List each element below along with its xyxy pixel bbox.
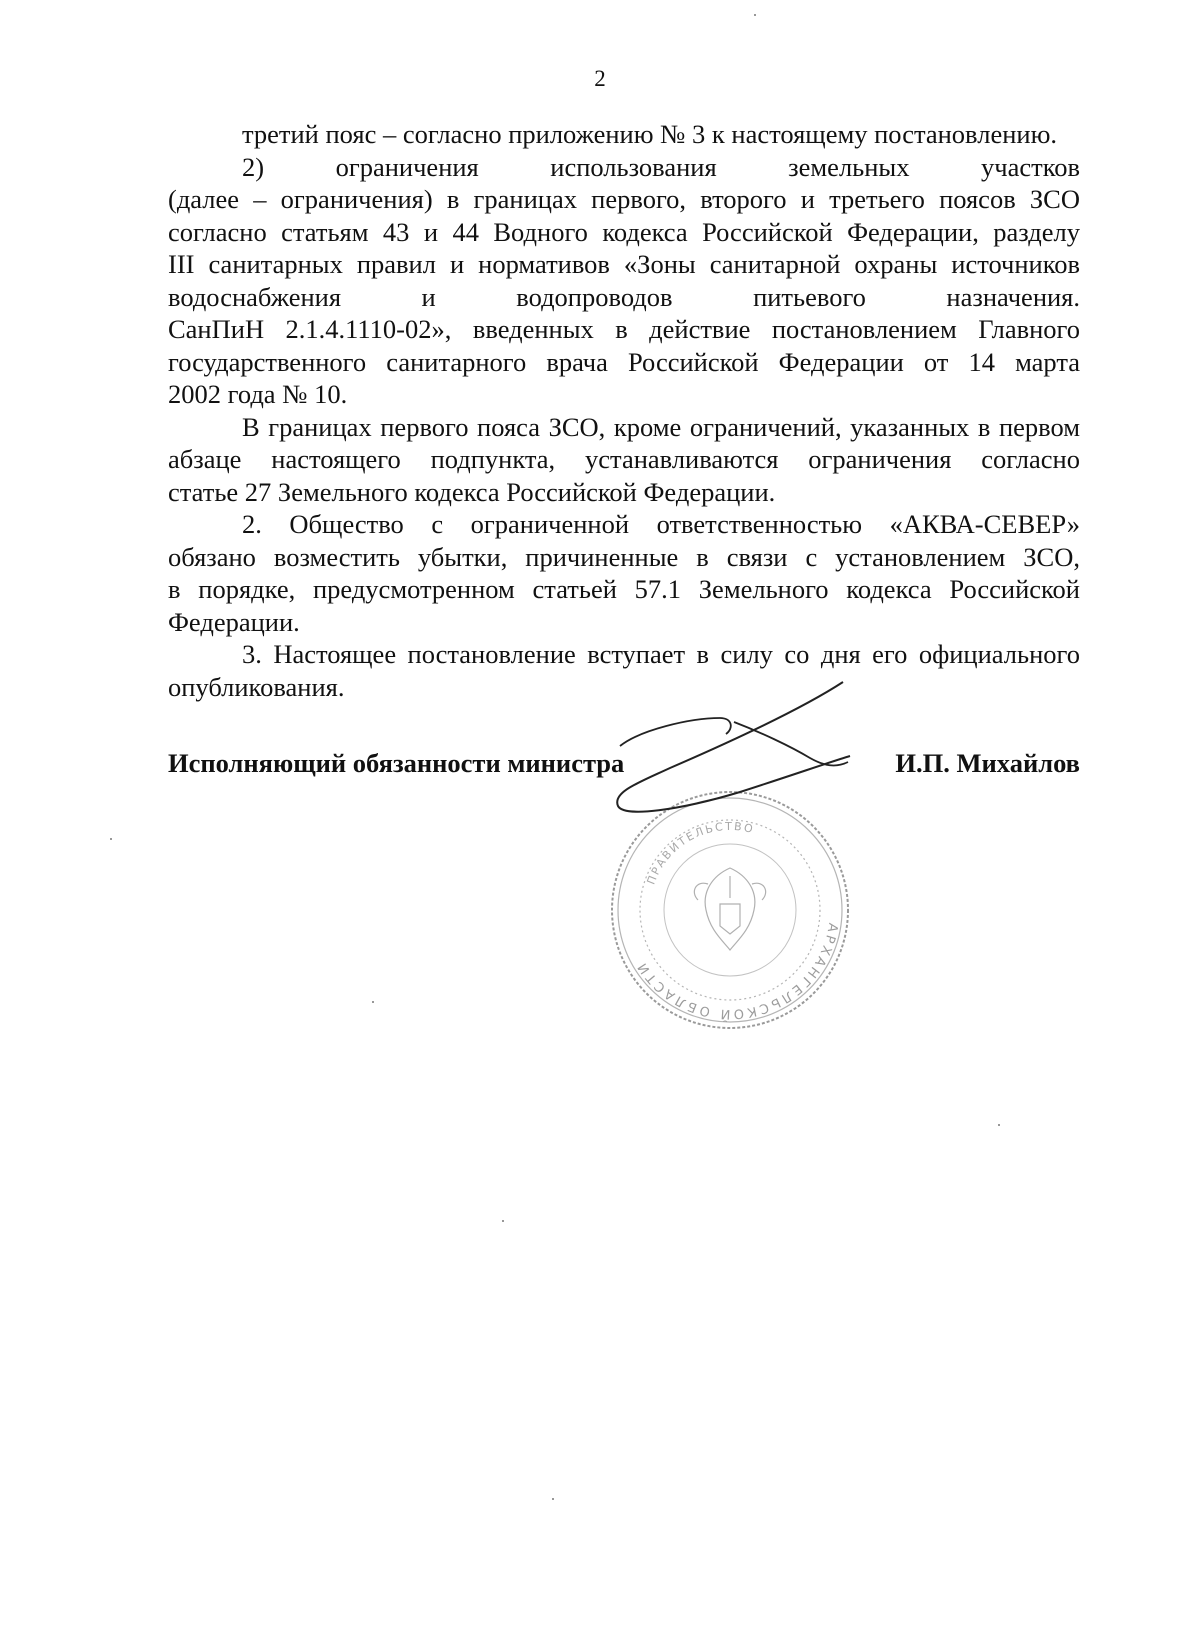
text-line: Федерации.	[168, 606, 300, 637]
signer-title: Исполняющий обязанности министра	[168, 748, 625, 778]
scan-speck	[502, 1220, 504, 1222]
scan-speck	[998, 1124, 1000, 1126]
text-line: абзаце настоящего подпункта, устанавливаются ограничения согласно	[168, 444, 1080, 474]
scan-speck	[372, 1001, 374, 1003]
document-body	[168, 118, 1080, 703]
scan-speck	[552, 1498, 554, 1500]
text-line: водоснабжения и водопроводов питьевого назначения.	[168, 281, 1080, 312]
svg-text:ПРАВИТЕЛЬСТВО	[644, 820, 755, 886]
text-line: (далее – ограничения) в границах первого, второго и третьего поясов ЗСО	[168, 184, 1080, 214]
text-line: согласно статьям 43 и 44 Водного кодекса Российской Федерации, разделу	[168, 216, 1080, 247]
text-line: III санитарных правил и нормативов «Зоны санитарной охраны источников	[168, 249, 1080, 279]
text-line: 2002 года № 10.	[168, 379, 348, 409]
text-line: государственного санитарного врача Российской Федерации от 14 марта	[168, 346, 1080, 377]
coat-of-arms-icon	[694, 868, 765, 950]
paragraph-first-belt-restrictions	[168, 411, 1080, 509]
text-line: СанПиН 2.1.4.1110-02», введенных в действие постановлением Главного	[168, 314, 1080, 344]
paragraph-2-compensation	[168, 508, 1080, 638]
text-line: 2. Общество с ограниченной ответственностью «АКВА-СЕВЕР»	[242, 509, 1080, 539]
text-line: опубликования.	[168, 671, 345, 702]
text-line: 3. Настоящее постановление вступает в силу со дня его официального	[242, 639, 1080, 669]
text-line: обязано возместить убытки, причиненные в связи с установлением ЗСО,	[168, 541, 1080, 572]
scan-speck	[110, 838, 112, 840]
paragraph-item-2	[168, 151, 1080, 411]
seal-outer-text: АРХАНГЕЛЬСКОЙ ОБЛАСТИ	[633, 921, 841, 1022]
paragraph-third-belt: третий пояс – согласно приложению № 3 к настоящему постановлению.	[242, 119, 1057, 149]
scan-speck	[754, 14, 756, 16]
text-line: статье 27 Земельного кодекса Российской Федерации.	[168, 476, 776, 507]
page-number: 2	[594, 66, 606, 91]
text-line: 2) ограничения использования земельных участков	[242, 151, 1080, 182]
seal-inner-text: ПРАВИТЕЛЬСТВО	[644, 819, 756, 887]
text-line: В границах первого пояса ЗСО, кроме ограничений, указанных в первом	[242, 411, 1080, 442]
signer-name: И.П. Михайлов	[895, 748, 1080, 778]
svg-text:АРХАНГЕЛЬСКОЙ ОБЛАСТИ	[634, 922, 840, 1022]
handwritten-signature	[600, 680, 900, 820]
text-line: в порядке, предусмотренном статьей 57.1 Земельного кодекса Российской	[168, 574, 1080, 604]
